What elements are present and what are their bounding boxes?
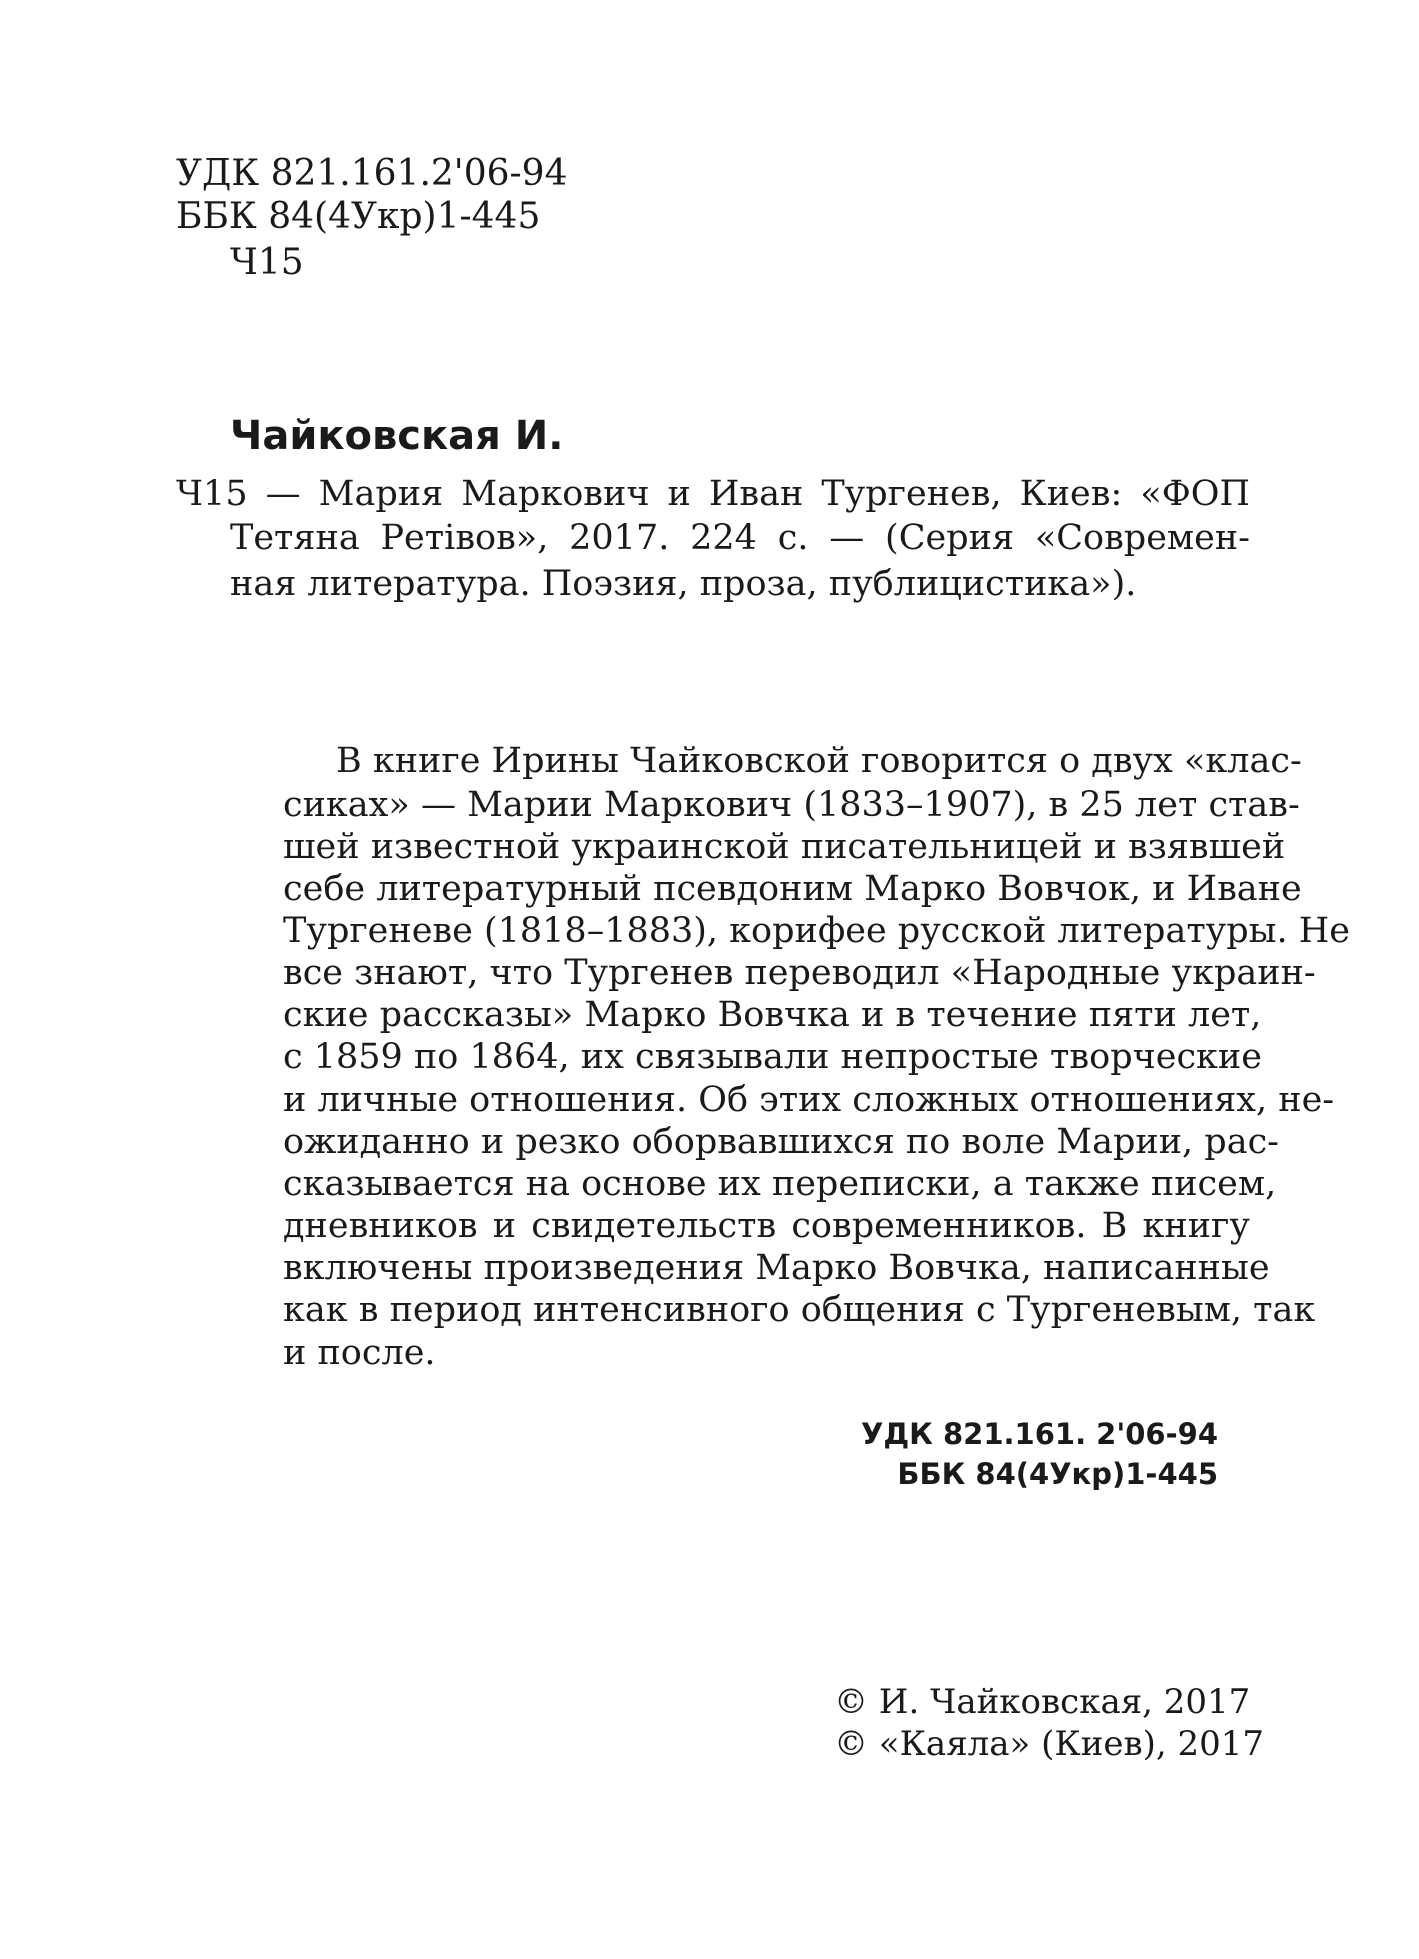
annotation-line-2: сиках» — Марии Маркович (1833–1907), в 25 лет став- bbox=[283, 785, 1300, 825]
annotation-line-4: себе литературный псевдоним Марко Вовчок, и Иване bbox=[283, 869, 1302, 909]
annotation-line-15: и после. bbox=[283, 1333, 436, 1373]
annotation-line-9: и личные отношения. Об этих сложных отношениях, не- bbox=[283, 1080, 1335, 1120]
annotation-line-8: с 1859 по 1864, их связывали непростые творческие bbox=[283, 1037, 1262, 1077]
footer-udk-code: УДК 821.161. 2'06-94 bbox=[861, 1417, 1218, 1451]
author-name: Чайковская И. bbox=[230, 413, 564, 459]
bibliographic-line-2: Тетяна Ретівов», 2017. 224 с. — (Серия «Современ- bbox=[230, 518, 1250, 558]
bbk-code: ББК 84(4Укр)1-445 bbox=[176, 196, 541, 237]
copyright-publisher: © «Каяла» (Киев), 2017 bbox=[834, 1724, 1265, 1764]
annotation-line-3: шей известной украинской писательницей и взявшей bbox=[283, 827, 1286, 867]
annotation-line-6: все знают, что Тургенев переводил «Народные украин- bbox=[283, 953, 1316, 993]
bibliographic-line-1: Ч15 — Мария Маркович и Иван Тургенев, Киев: «ФОП bbox=[176, 474, 1250, 514]
bibliographic-line-3: ная литература. Поэзия, проза, публицистика»). bbox=[230, 564, 1137, 604]
annotation-line-1: В книге Ирины Чайковской говорится о двух «клас- bbox=[336, 741, 1302, 781]
annotation-line-11: сказывается на основе их переписки, а также писем, bbox=[283, 1164, 1277, 1204]
udk-code: УДК 821.161.2'06-94 bbox=[176, 153, 568, 194]
annotation-line-5: Тургеневе (1818–1883), корифее русской литературы. Не bbox=[283, 911, 1351, 951]
annotation-line-14: как в период интенсивного общения с Тургеневым, так bbox=[283, 1290, 1316, 1330]
annotation-line-13: включены произведения Марко Вовчка, написанные bbox=[283, 1248, 1270, 1288]
annotation-line-7: ские рассказы» Марко Вовчка и в течение пяти лет, bbox=[283, 995, 1262, 1035]
annotation-line-10: ожиданно и резко оборвавшихся по воле Марии, рас- bbox=[283, 1122, 1279, 1162]
author-sign: Ч15 bbox=[230, 242, 304, 283]
copyright-author: © И. Чайковская, 2017 bbox=[834, 1682, 1251, 1722]
footer-bbk-code: ББК 84(4Укр)1-445 bbox=[897, 1457, 1218, 1491]
annotation-line-12: дневников и свидетельств современников. В книгу bbox=[283, 1206, 1250, 1246]
